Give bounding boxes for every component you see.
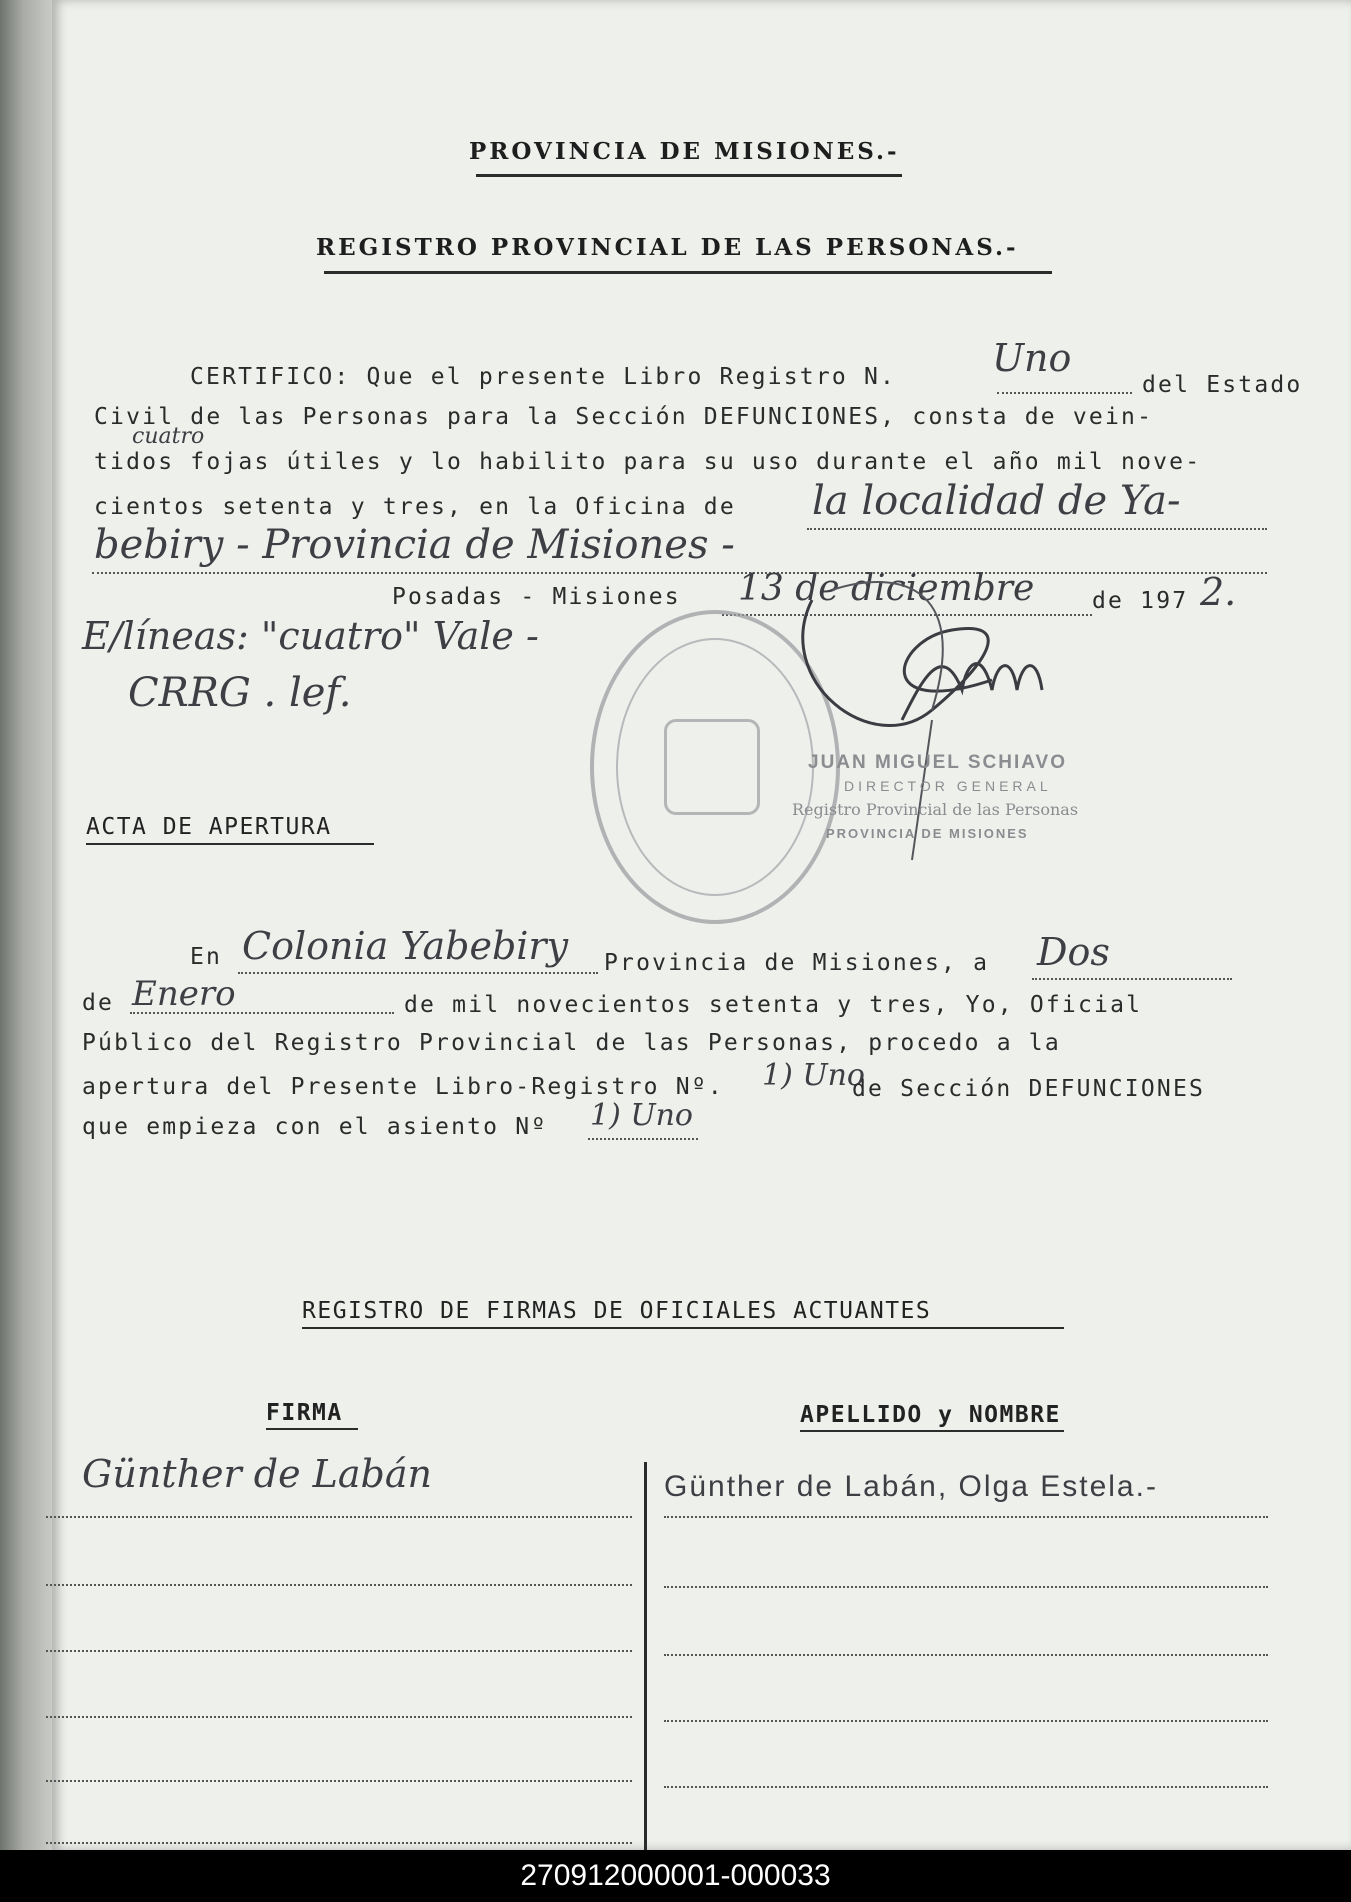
reference-number-bar: 270912000001-000033 — [0, 1850, 1351, 1902]
acta-heading-underline — [86, 843, 374, 845]
firma-row-1 — [46, 1516, 632, 1518]
initials-hand: CRRG . lef. — [128, 670, 352, 716]
place-hand: Colonia Yabebiry — [242, 924, 569, 968]
firma-row-2 — [46, 1584, 632, 1586]
firmas-heading-underline — [302, 1327, 1064, 1329]
document-page — [52, 0, 1351, 1850]
entry-number-field — [588, 1138, 698, 1140]
cert-line-2: Civil de las Personas para la Sección DEFUNCIONES, consta de vein- — [94, 404, 1154, 430]
director-title: DIRECTOR GENERAL — [844, 778, 1052, 794]
firma-row-4 — [46, 1716, 632, 1718]
col-nombre-underline — [800, 1430, 1064, 1432]
nombre-row-5 — [664, 1786, 1268, 1788]
acta-line-3: Público del Registro Provincial de las Personas, procedo a la — [82, 1030, 1061, 1056]
firmas-heading: REGISTRO DE FIRMAS DE OFICIALES ACTUANTES — [302, 1298, 932, 1324]
book-number-hand-2: 1) Uno — [762, 1058, 865, 1093]
marginal-note-hand: E/líneas: "cuatro" Vale - — [82, 614, 539, 658]
registry-title: REGISTRO PROVINCIAL DE LAS PERSONAS.- — [316, 234, 1019, 261]
col-firma-header: FIRMA — [266, 1400, 343, 1426]
director-province: PROVINCIA DE MISIONES — [826, 826, 1029, 841]
nombre-row-1 — [664, 1516, 1268, 1518]
director-office: Registro Provincial de las Personas — [792, 800, 1079, 819]
acta-line-4-suffix: de Sección DEFUNCIONES — [852, 1076, 1206, 1102]
registry-title-underline — [324, 271, 1052, 274]
acta-line-1-prefix: En — [190, 944, 223, 970]
date-hand: 13 de diciembre — [738, 568, 1035, 609]
province-title: PROVINCIA DE MISIONES.- — [469, 138, 900, 165]
day-field — [1032, 978, 1232, 980]
nombre-row-3 — [664, 1654, 1268, 1656]
book-number-field — [997, 392, 1132, 394]
office-hand-2: bebiry - Provincia de Misiones - — [94, 522, 735, 568]
cert-line-3: tidos fojas útiles y lo habilito para su uso durante el año mil nove- — [94, 449, 1202, 475]
day-hand: Dos — [1037, 930, 1110, 974]
acta-line-5-prefix: que empieza con el asiento Nº — [82, 1114, 548, 1140]
province-title-underline — [476, 174, 902, 177]
cert-line-1-prefix: CERTIFICO: Que el presente Libro Registro N. — [190, 364, 897, 390]
entry-number-hand: 1) Uno — [590, 1098, 693, 1133]
month-hand: Enero — [132, 974, 236, 1014]
nombre-row-4 — [664, 1720, 1268, 1722]
nombre-row-2 — [664, 1586, 1268, 1588]
firma-row-5 — [46, 1780, 632, 1782]
place-field — [238, 972, 598, 974]
correction-hand: cuatro — [132, 424, 205, 449]
cert-line-1-suffix: del Estado — [1142, 372, 1303, 398]
column-divider — [644, 1462, 647, 1850]
acta-heading: ACTA DE APERTURA — [86, 814, 332, 840]
firma-row-6 — [46, 1842, 632, 1844]
book-number-hand: Uno — [992, 336, 1072, 380]
firma-row-3 — [46, 1650, 632, 1652]
row1-signature-hand: Günther de Labán — [82, 1452, 433, 1496]
acta-line-2-suffix: de mil novecientos setenta y tres, Yo, Oficial — [404, 992, 1143, 1018]
col-firma-underline — [266, 1428, 358, 1430]
month-field — [130, 1012, 394, 1014]
place-prefix: Posadas - Misiones — [392, 584, 681, 610]
cert-line-4-prefix: cientos setenta y tres, en la Oficina de — [94, 494, 736, 520]
book-binding — [0, 0, 52, 1850]
coat-of-arms-icon — [664, 719, 760, 815]
year-hand: 2. — [1200, 570, 1237, 614]
year-prefix: de 197 — [1092, 588, 1189, 614]
office-field-1 — [807, 528, 1267, 530]
col-nombre-header: APELLIDO y NOMBRE — [800, 1402, 1061, 1428]
director-name: JUAN MIGUEL SCHIAVO — [808, 752, 1067, 773]
acta-line-2-prefix: de — [82, 990, 115, 1016]
row1-name-hand: Günther de Labán, Olga Estela.- — [664, 1470, 1158, 1503]
acta-line-1-mid: Provincia de Misiones, a — [604, 950, 990, 976]
acta-line-4-prefix: apertura del Presente Libro-Registro Nº. — [82, 1074, 724, 1100]
office-hand-1: la localidad de Ya- — [812, 478, 1181, 524]
